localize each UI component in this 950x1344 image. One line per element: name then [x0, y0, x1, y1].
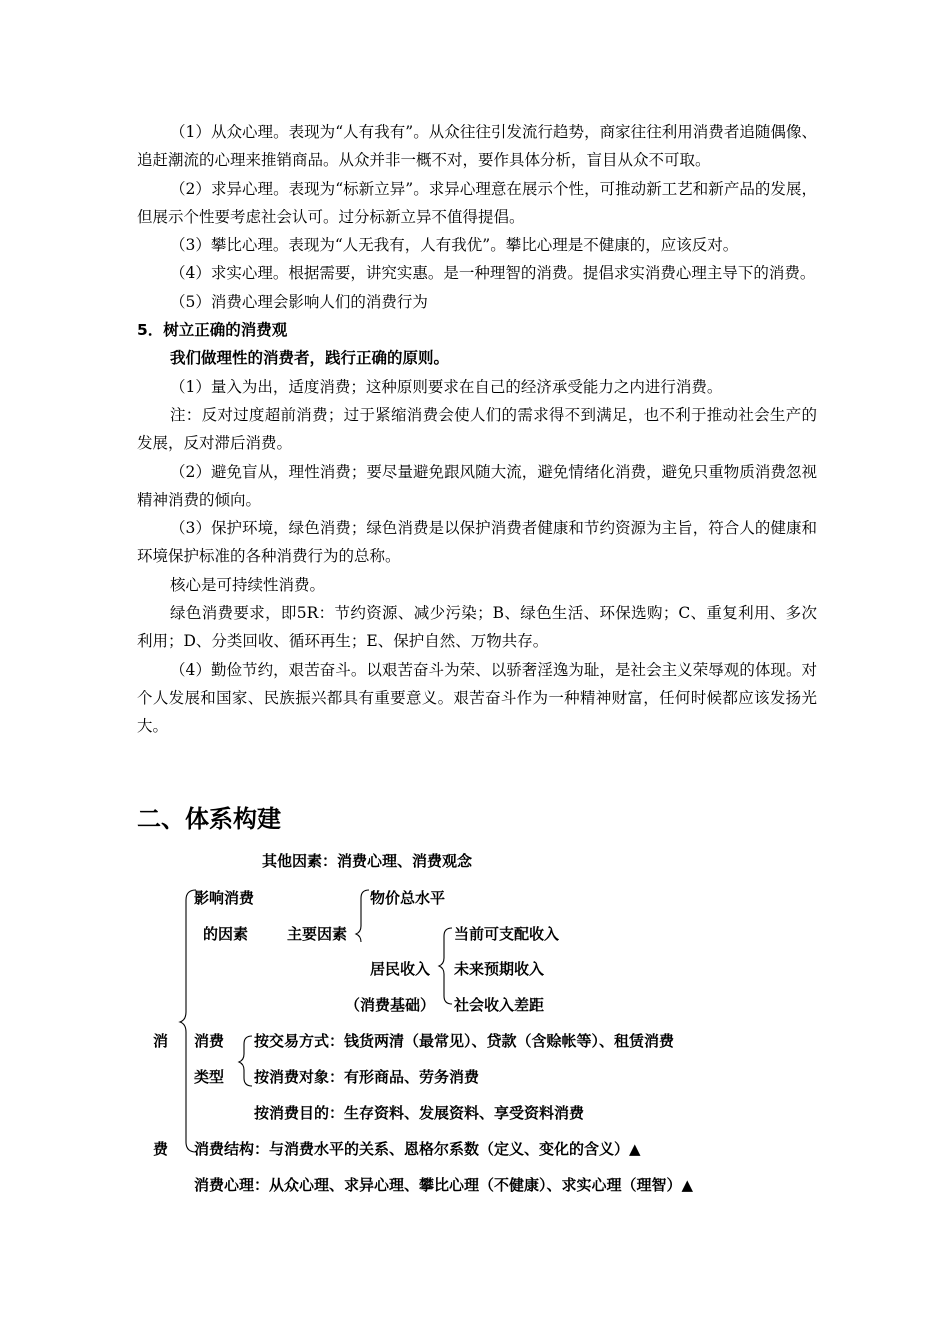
principle-1: （1）量入为出，适度消费；这种原则要求在自己的经济承受能力之内进行消费。 — [170, 377, 723, 396]
section-5-subtitle: 我们做理性的消费者，践行正确的原则。 — [170, 349, 450, 368]
factors-label-1: 影响消费 — [194, 889, 255, 907]
principle-3-core: 核心是可持续性消费。 — [170, 575, 326, 594]
brace-types — [239, 1036, 252, 1086]
other-factors: 其他因素：消费心理、消费观念 — [262, 852, 473, 870]
type-by-object: 按消费对象：有形商品、劳务消费 — [254, 1068, 480, 1086]
paragraph-comparison: （3）攀比心理。表现为“人无我有，人有我优”。攀比心理是不健康的，应该反对。 — [170, 236, 739, 255]
type-by-purpose: 按消费目的：生存资料、发展资料、享受资料消费 — [254, 1104, 585, 1122]
consumption-psychology: 消费心理：从众心理、求异心理、攀比心理（不健康）、求实心理（理智）▲ — [194, 1176, 694, 1194]
future-income: 未来预期收入 — [454, 960, 545, 978]
types-label-2: 类型 — [194, 1068, 225, 1086]
paragraph-novelty: （2）求异心理。表现为“标新立异”。求异心理意在展示个性，可推动新工艺和新产品的发展，但展示个性要考虑社会认可。过分标新立异不值得提倡。 — [137, 179, 817, 226]
paragraph-conformity: （1）从众心理。表现为“人有我有”。从众往往引发流行趋势，商家往往利用消费者追随偶像、追赶潮流的心理来推销商品。从众并非一概不对，要作具体分析，盲目从众不可取。 — [137, 123, 817, 170]
consumption-structure: 消费结构：与消费水平的关系、恩格尔系数（定义、变化的含义）▲ — [194, 1140, 641, 1158]
type-by-trade: 按交易方式：钱货两清（最常见）、贷款（含赊帐等）、租赁消费 — [254, 1032, 675, 1050]
types-label-1: 消费 — [194, 1032, 225, 1050]
paragraph-practical: （4）求实心理。根据需要，讲究实惠。是一种理智的消费。提倡求实消费心理主导下的消费。 — [170, 264, 816, 283]
principle-3-green: 绿色消费要求，即5R：节约资源、减少污染；B、绿色生活、环保选购；C、重复利用、多次利用；D、分类回收、循环再生；E、保护自然、万物共存。 — [137, 604, 817, 651]
brace-main-factors — [356, 890, 369, 942]
root-char-bottom: 费 — [153, 1140, 169, 1158]
resident-income: 居民收入 — [370, 960, 431, 978]
factors-label-2: 的因素 — [203, 925, 249, 943]
principle-2: （2）避免盲从，理性消费；要尽量避免跟风随大流，避免情绪化消费，避免只重物质消费忽视精神消费的倾向。 — [137, 462, 817, 509]
principle-1-note: 注：反对过度超前消费；过于紧缩消费会使人们的需求得不到满足，也不利于推动社会生产的发展，反对滞后消费。 — [137, 405, 817, 453]
root-char-top: 消 — [153, 1032, 169, 1050]
price-level: 物价总水平 — [370, 889, 446, 907]
main-factors: 主要因素 — [287, 925, 348, 943]
paragraph-influence: （5）消费心理会影响人们的消费行为 — [170, 292, 428, 311]
section-2-title: 二、体系构建 — [137, 805, 281, 833]
brace-income — [439, 928, 452, 1004]
principle-4: （4）勤俭节约，艰苦奋斗。以艰苦奋斗为荣、以骄奢淫逸为耻，是社会主义荣辱观的体现。对个人发展和国家、民族振兴都具有重要意义。艰苦奋斗作为一种精神财富，任何时候都应该发扬光大。 — [137, 660, 817, 736]
current-income: 当前可支配收入 — [454, 925, 560, 943]
consumption-basis: （消费基础） — [345, 996, 436, 1014]
section-5-title: 5．树立正确的消费观 — [137, 321, 288, 340]
social-income-gap: 社会收入差距 — [454, 996, 545, 1014]
body-text — [137, 118, 817, 741]
principle-3: （3）保护环境，绿色消费；绿色消费是以保护消费者健康和节约资源为主旨，符合人的健康和环境保护标准的各种消费行为的总称。 — [137, 519, 817, 566]
brace-root — [180, 890, 196, 1152]
